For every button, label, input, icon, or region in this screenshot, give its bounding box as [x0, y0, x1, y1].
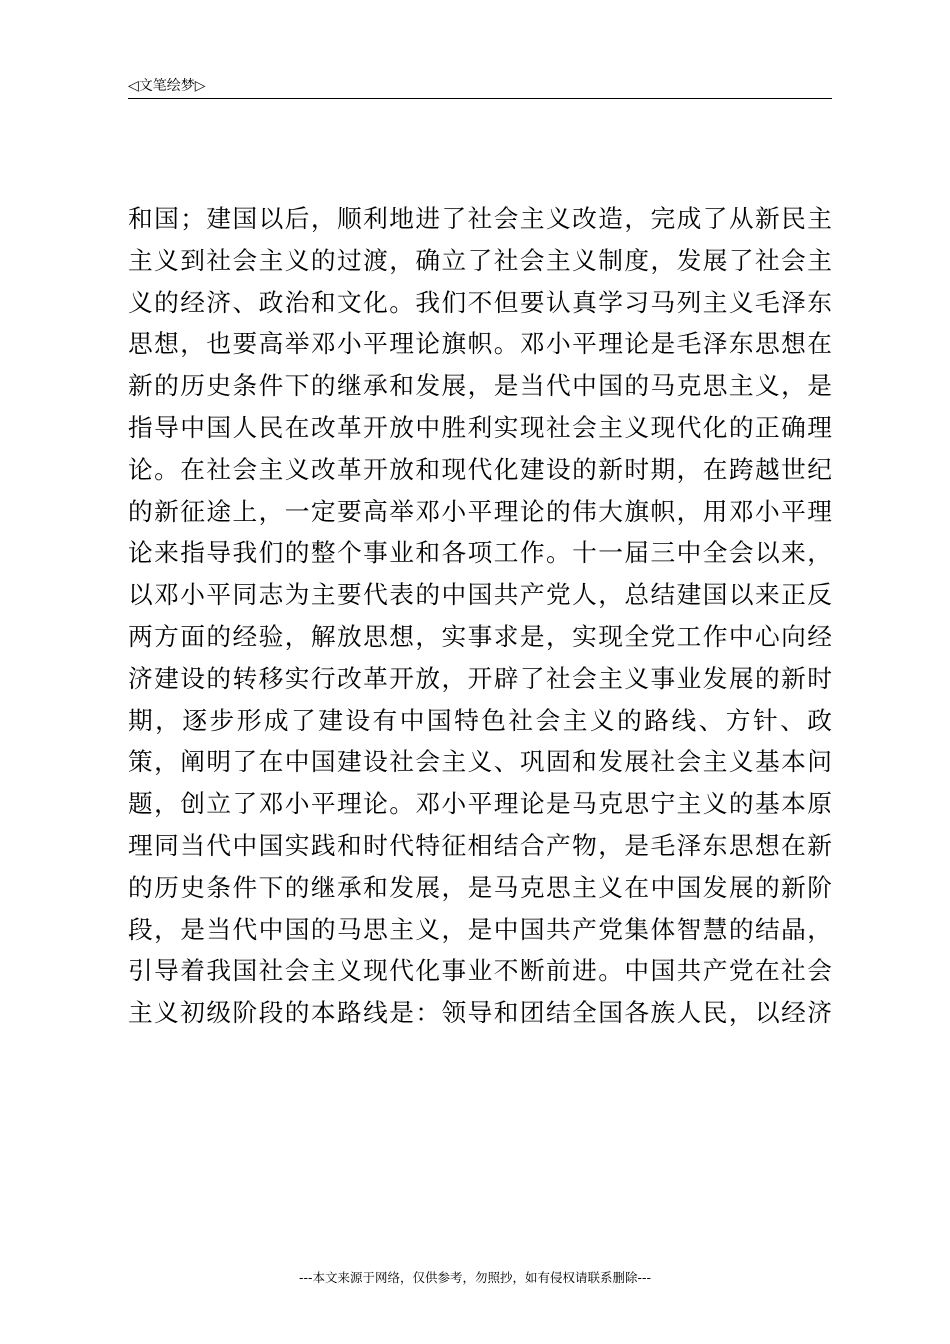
body-line: 论。在社会主义改革开放和现代化建设的新时期，在跨越世纪 — [128, 454, 832, 484]
body-line: 论来指导我们的整个事业和各项工作。十一届三中全会以来， — [128, 538, 832, 568]
body-line: 两方面的经验，解放思想，实事求是，实现全党工作中心向经 — [128, 621, 832, 651]
body-line: 主义到社会主义的过渡，确立了社会主义制度，发展了社会主 — [128, 245, 832, 275]
body-line: 引导着我国社会主义现代化事业不断前进。中国共产党在社会 — [128, 956, 832, 986]
body-line: 策，阐明了在中国建设社会主义、巩固和发展社会主义基本问 — [128, 747, 832, 777]
body-line: 指导中国人民在改革开放中胜利实现社会主义现代化的正确理 — [128, 412, 832, 442]
body-line: 思想，也要高举邓小平理论旗帜。邓小平理论是毛泽东思想在 — [128, 329, 832, 359]
body-line: 新的历史条件下的继承和发展，是当代中国的马克思主义，是 — [128, 371, 832, 401]
document-body — [128, 198, 832, 1034]
page-footer — [0, 1270, 950, 1286]
body-line: 题，创立了邓小平理论。邓小平理论是马克思宁主义的基本原 — [128, 789, 832, 819]
body-line: 的历史条件下的继承和发展，是马克思主义在中国发展的新阶 — [128, 872, 832, 902]
body-line: 的新征途上，一定要高举邓小平理论的伟大旗帜，用邓小平理 — [128, 496, 832, 526]
body-line: 理同当代中国实践和时代特征相结合产物，是毛泽东思想在新 — [128, 830, 832, 860]
body-line: 段，是当代中国的马思主义，是中国共产党集体智慧的结晶， — [128, 914, 832, 944]
body-line: 和国；建国以后，顺利地进了社会主义改造，完成了从新民主 — [128, 204, 832, 233]
footer-disclaimer: ---本文来源于网络，仅供参考，勿照抄，如有侵权请联系删除--- — [298, 1270, 652, 1285]
body-line: 义的经济、政治和文化。我们不但要认真学习马列主义毛泽东 — [128, 287, 832, 317]
header-brand: ◁文笔绘梦▷ — [128, 78, 206, 94]
body-line: 主义初级阶段的本路线是：领导和团结全国各族人民，以经济 — [128, 998, 832, 1028]
page-header — [128, 76, 832, 99]
body-line: 期，逐步形成了建设有中国特色社会主义的路线、方针、政 — [128, 705, 832, 735]
body-line: 济建设的转移实行改革开放，开辟了社会主义事业发展的新时 — [128, 663, 832, 693]
body-line: 以邓小平同志为主要代表的中国共产党人，总结建国以来正反 — [128, 580, 832, 610]
